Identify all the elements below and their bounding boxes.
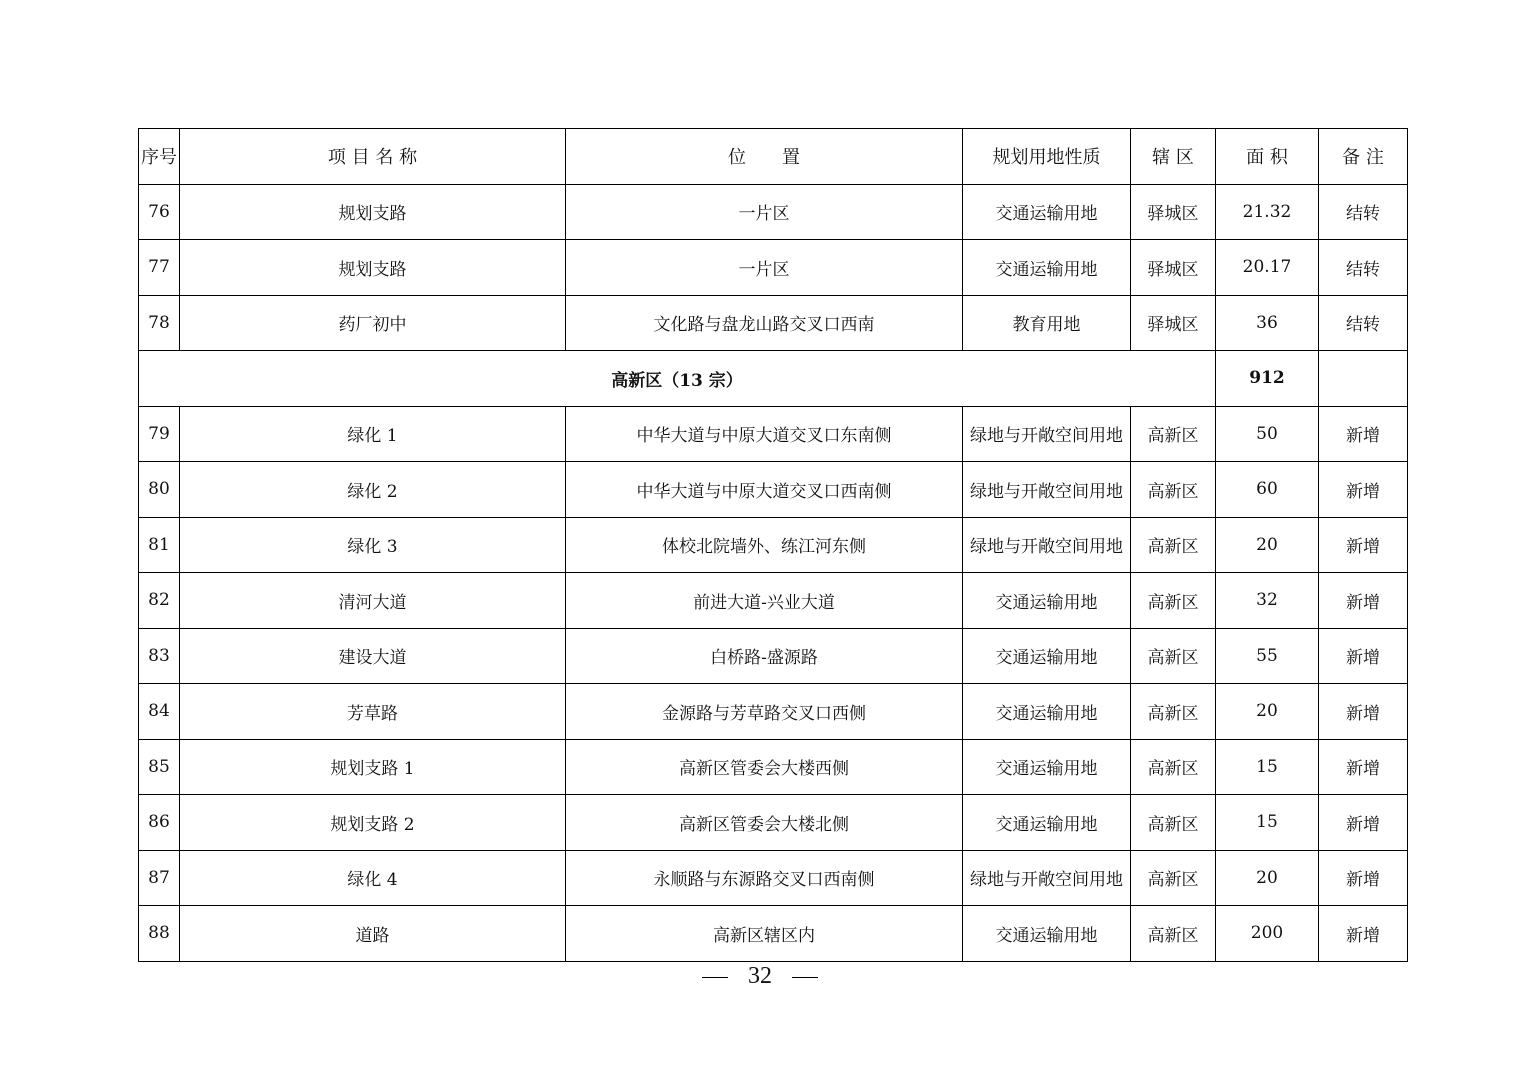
cell-district: 高新区 xyxy=(1131,517,1216,573)
cell-land-use: 绿地与开敞空间用地 xyxy=(963,850,1131,906)
cell-seq: 84 xyxy=(139,684,180,740)
cell-land-use: 交通运输用地 xyxy=(963,684,1131,740)
cell-project-name: 绿化 4 xyxy=(180,850,566,906)
table-row xyxy=(139,573,1408,629)
cell-remark: 新增 xyxy=(1319,628,1408,684)
cell-location: 高新区管委会大楼西侧 xyxy=(566,739,963,795)
cell-location: 一片区 xyxy=(566,240,963,296)
cell-project-name: 规划支路 xyxy=(180,184,566,240)
cell-project-name: 绿化 2 xyxy=(180,462,566,518)
cell-project-name: 绿化 1 xyxy=(180,406,566,462)
cell-district: 驿城区 xyxy=(1131,184,1216,240)
cell-remark: 新增 xyxy=(1319,850,1408,906)
cell-remark: 新增 xyxy=(1319,573,1408,629)
cell-land-use: 绿地与开敞空间用地 xyxy=(963,406,1131,462)
cell-remark: 新增 xyxy=(1319,517,1408,573)
cell-land-use: 绿地与开敞空间用地 xyxy=(963,462,1131,518)
table-row xyxy=(139,906,1408,962)
cell-land-use: 教育用地 xyxy=(963,295,1131,351)
table-row xyxy=(139,795,1408,851)
cell-seq: 83 xyxy=(139,628,180,684)
cell-district: 高新区 xyxy=(1131,628,1216,684)
cell-remark: 新增 xyxy=(1319,795,1408,851)
cell-project-name: 建设大道 xyxy=(180,628,566,684)
cell-area: 20 xyxy=(1216,517,1319,573)
header-area: 面 积 xyxy=(1216,129,1319,185)
table-header-row xyxy=(139,129,1408,185)
cell-area: 60 xyxy=(1216,462,1319,518)
cell-land-use: 交通运输用地 xyxy=(963,628,1131,684)
header-location: 位 置 xyxy=(566,129,963,185)
cell-district: 驿城区 xyxy=(1131,240,1216,296)
table-row xyxy=(139,850,1408,906)
cell-district: 高新区 xyxy=(1131,739,1216,795)
cell-project-name: 规划支路 xyxy=(180,240,566,296)
land-project-table xyxy=(138,128,1408,962)
cell-land-use: 交通运输用地 xyxy=(963,573,1131,629)
cell-district: 高新区 xyxy=(1131,684,1216,740)
cell-remark: 新增 xyxy=(1319,406,1408,462)
cell-area: 21.32 xyxy=(1216,184,1319,240)
cell-location: 中华大道与中原大道交叉口西南侧 xyxy=(566,462,963,518)
cell-area: 20.17 xyxy=(1216,240,1319,296)
cell-remark: 结转 xyxy=(1319,295,1408,351)
cell-location: 前进大道-兴业大道 xyxy=(566,573,963,629)
cell-land-use: 交通运输用地 xyxy=(963,906,1131,962)
cell-location: 白桥路-盛源路 xyxy=(566,628,963,684)
cell-seq: 80 xyxy=(139,462,180,518)
cell-project-name: 药厂初中 xyxy=(180,295,566,351)
cell-project-name: 规划支路 1 xyxy=(180,739,566,795)
cell-project-name: 清河大道 xyxy=(180,573,566,629)
right-dash xyxy=(792,977,818,978)
cell-location: 文化路与盘龙山路交叉口西南 xyxy=(566,295,963,351)
cell-area: 36 xyxy=(1216,295,1319,351)
cell-district: 高新区 xyxy=(1131,906,1216,962)
cell-land-use: 交通运输用地 xyxy=(963,184,1131,240)
header-land-use: 规划用地性质 xyxy=(963,129,1131,185)
subtotal-label: 高新区（13 宗） xyxy=(139,351,1216,407)
cell-location: 高新区辖区内 xyxy=(566,906,963,962)
subtotal-row xyxy=(139,351,1408,407)
cell-seq: 77 xyxy=(139,240,180,296)
subtotal-area: 912 xyxy=(1216,351,1319,407)
cell-remark: 新增 xyxy=(1319,906,1408,962)
table-row xyxy=(139,739,1408,795)
table-row xyxy=(139,406,1408,462)
cell-area: 15 xyxy=(1216,739,1319,795)
cell-location: 一片区 xyxy=(566,184,963,240)
cell-location: 高新区管委会大楼北侧 xyxy=(566,795,963,851)
subtotal-remark xyxy=(1319,351,1408,407)
header-district: 辖 区 xyxy=(1131,129,1216,185)
cell-area: 20 xyxy=(1216,684,1319,740)
cell-location: 中华大道与中原大道交叉口东南侧 xyxy=(566,406,963,462)
cell-seq: 85 xyxy=(139,739,180,795)
cell-seq: 87 xyxy=(139,850,180,906)
cell-project-name: 绿化 3 xyxy=(180,517,566,573)
table-row xyxy=(139,462,1408,518)
cell-land-use: 绿地与开敞空间用地 xyxy=(963,517,1131,573)
cell-seq: 86 xyxy=(139,795,180,851)
cell-location: 永顺路与东源路交叉口西南侧 xyxy=(566,850,963,906)
cell-seq: 78 xyxy=(139,295,180,351)
table-row xyxy=(139,517,1408,573)
cell-area: 15 xyxy=(1216,795,1319,851)
cell-land-use: 交通运输用地 xyxy=(963,739,1131,795)
cell-seq: 81 xyxy=(139,517,180,573)
table-row xyxy=(139,684,1408,740)
cell-area: 20 xyxy=(1216,850,1319,906)
table-row xyxy=(139,184,1408,240)
cell-district: 高新区 xyxy=(1131,850,1216,906)
header-remark: 备 注 xyxy=(1319,129,1408,185)
cell-seq: 88 xyxy=(139,906,180,962)
cell-project-name: 道路 xyxy=(180,906,566,962)
table-row xyxy=(139,628,1408,684)
cell-remark: 新增 xyxy=(1319,684,1408,740)
header-project-name: 项 目 名 称 xyxy=(180,129,566,185)
cell-remark: 结转 xyxy=(1319,240,1408,296)
table-row xyxy=(139,295,1408,351)
cell-area: 50 xyxy=(1216,406,1319,462)
page-number: 32 xyxy=(748,963,772,989)
cell-district: 高新区 xyxy=(1131,406,1216,462)
cell-land-use: 交通运输用地 xyxy=(963,240,1131,296)
cell-seq: 79 xyxy=(139,406,180,462)
header-seq: 序号 xyxy=(139,129,180,185)
cell-project-name: 规划支路 2 xyxy=(180,795,566,851)
cell-land-use: 交通运输用地 xyxy=(963,795,1131,851)
page-number-footer xyxy=(0,963,1520,990)
cell-district: 高新区 xyxy=(1131,462,1216,518)
cell-project-name: 芳草路 xyxy=(180,684,566,740)
cell-district: 驿城区 xyxy=(1131,295,1216,351)
cell-area: 200 xyxy=(1216,906,1319,962)
cell-area: 32 xyxy=(1216,573,1319,629)
cell-remark: 结转 xyxy=(1319,184,1408,240)
left-dash xyxy=(702,977,728,978)
cell-district: 高新区 xyxy=(1131,795,1216,851)
cell-seq: 76 xyxy=(139,184,180,240)
cell-area: 55 xyxy=(1216,628,1319,684)
cell-location: 金源路与芳草路交叉口西侧 xyxy=(566,684,963,740)
cell-remark: 新增 xyxy=(1319,739,1408,795)
cell-seq: 82 xyxy=(139,573,180,629)
cell-location: 体校北院墙外、练江河东侧 xyxy=(566,517,963,573)
table-row xyxy=(139,240,1408,296)
cell-remark: 新增 xyxy=(1319,462,1408,518)
cell-district: 高新区 xyxy=(1131,573,1216,629)
